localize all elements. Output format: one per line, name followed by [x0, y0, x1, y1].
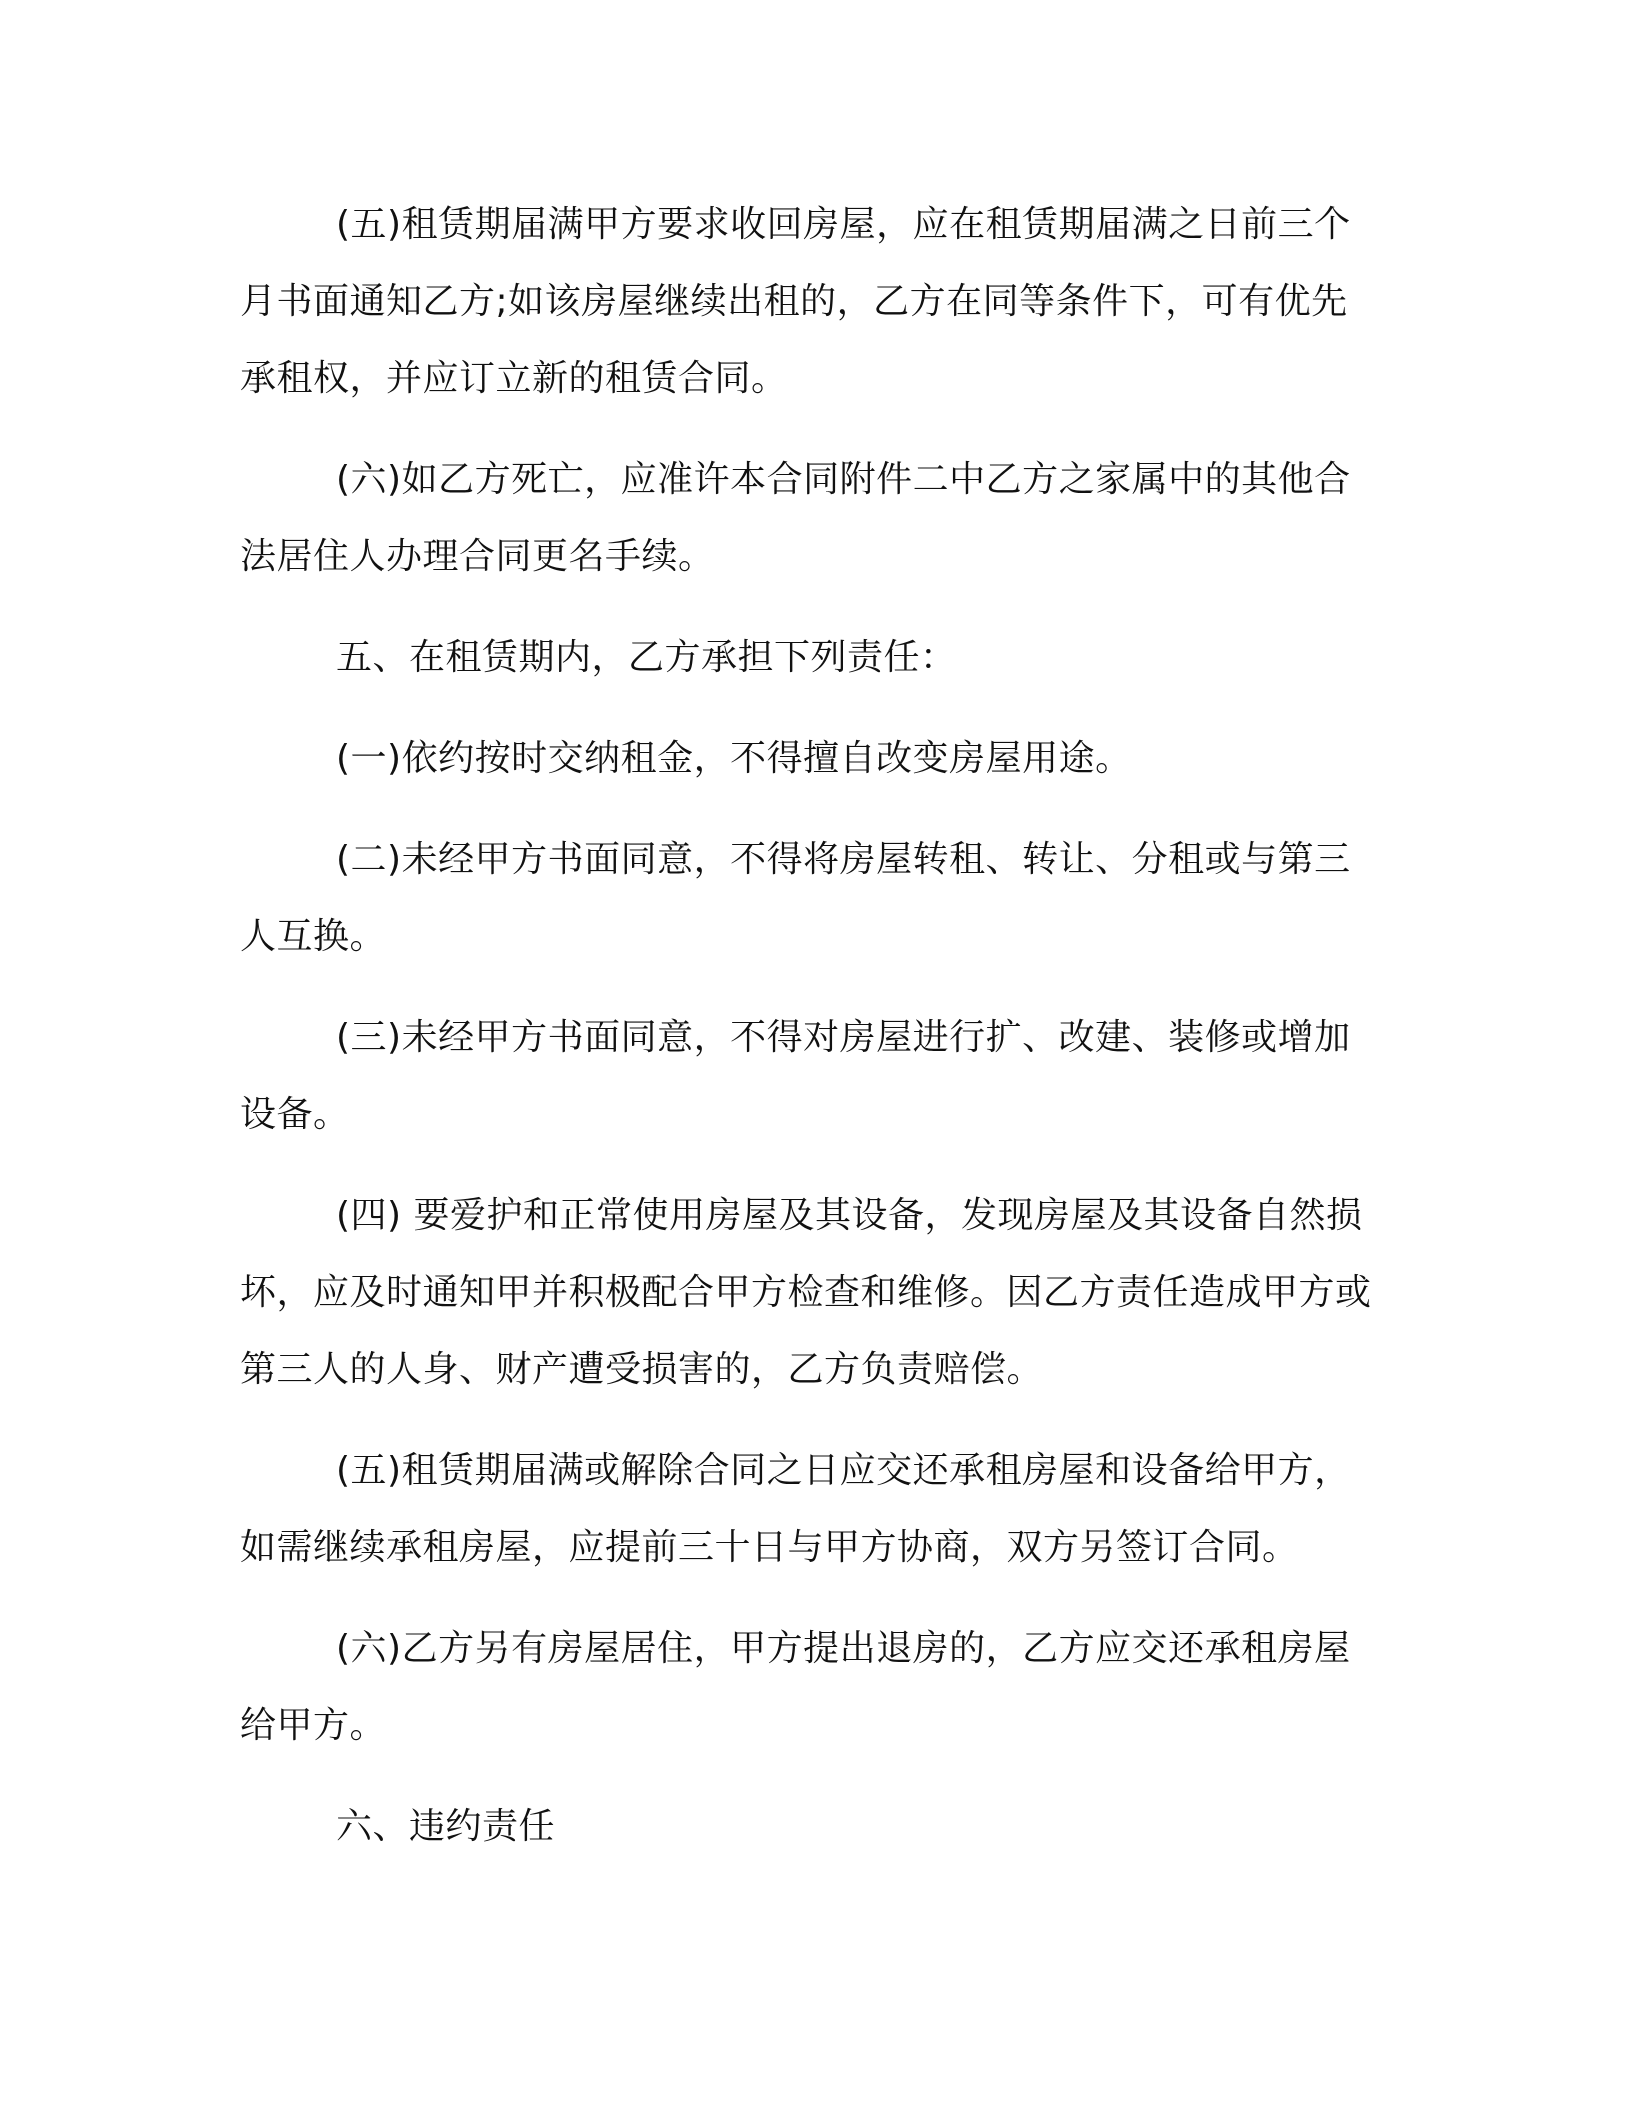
paragraph-landlord-reclaim-notice: (五)租赁期届满甲方要求收回房屋，应在租赁期届满之日前三个月书面通知乙方;如该房屋继续出租的，乙方在同等条件下，可有优先承租权，并应订立新的租赁合同。 [240, 204, 1351, 399]
section-heading-breach-liability: 六、违约责任 [336, 1806, 556, 1847]
paragraph-other-residence-return: (六)乙方另有房屋居住，甲方提出退房的，乙方应交还承租房屋给甲方。 [240, 1628, 1351, 1746]
section-heading-tenant-responsibilities: 五、在租赁期内，乙方承担下列责任： [336, 637, 957, 678]
document-body [240, 186, 1380, 1889]
paragraph-return-property: (五)租赁期届满或解除合同之日应交还承租房屋和设备给甲方，如需继续承租房屋，应提前三十日与甲方协商，双方另签订合同。 [240, 1450, 1351, 1568]
paragraph-tenant-death-rename: (六)如乙方死亡，应准许本合同附件二中乙方之家属中的其他合法居住人办理合同更名手续。 [240, 459, 1351, 577]
paragraph-pay-rent-on-time: (一)依约按时交纳租金，不得擅自改变房屋用途。 [336, 738, 1132, 779]
paragraph-no-sublet: (二)未经甲方书面同意，不得将房屋转租、转让、分租或与第三人互换。 [240, 839, 1351, 957]
paragraph-no-renovation: (三)未经甲方书面同意，不得对房屋进行扩、改建、装修或增加设备。 [240, 1017, 1351, 1135]
paragraph-maintain-property: (四) 要爱护和正常使用房屋及其设备，发现房屋及其设备自然损坏，应及时通知甲并积极配合甲方检查和维修。因乙方责任造成甲方或第三人的人身、财产遭受损害的，乙方负责赔偿。 [240, 1195, 1372, 1390]
